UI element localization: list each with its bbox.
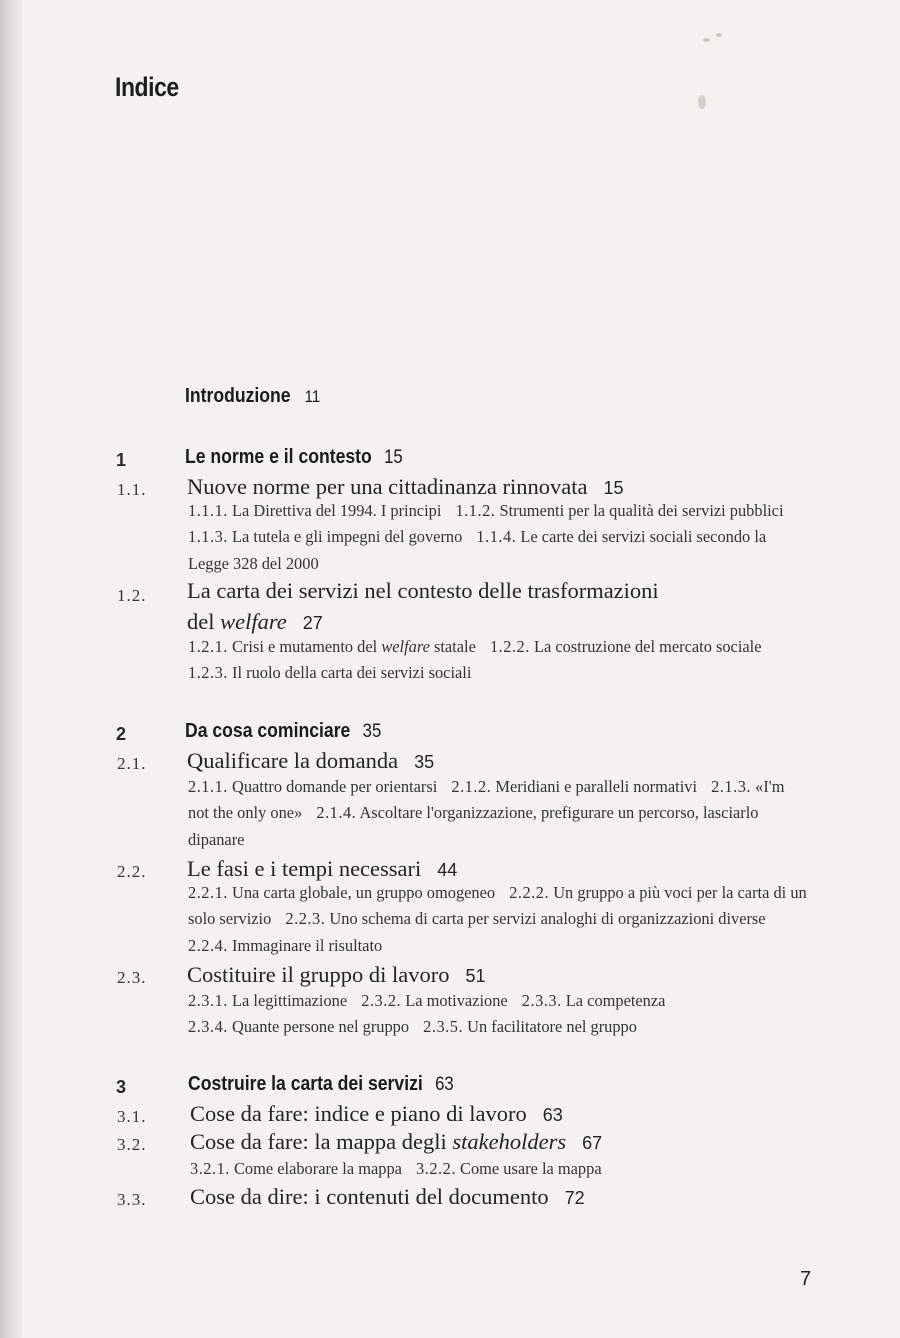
section-page: 67 [582, 1133, 603, 1153]
toc-introduction[interactable] [0, 385, 900, 415]
paper-smudge [698, 95, 706, 109]
section-title: Cose da fare: la mappa degli [190, 1129, 453, 1154]
toc-subsections: 1.2.1. Crisi e mutamento del welfare statale 1.2.2. La costruzione del mercato sociale 1.2.3. Il ruolo della carta dei servizi sociali [188, 637, 762, 683]
chapter-page: 35 [362, 721, 382, 742]
section-page: 44 [437, 860, 458, 880]
toc-section[interactable] [117, 1184, 817, 1214]
toc-subsections: 1.1.1. La Direttiva del 1994. I principi 1.1.2. Strumenti per la qualità dei servizi pubblici 1.1.3. La tutela e gli impegni del governo 1.1.4. Le carte dei servizi sociali secondo la Legge 328 del 2000 [188, 501, 784, 573]
chapter-number: 1 [116, 450, 127, 470]
toc-chapter[interactable] [116, 1073, 816, 1101]
subsection-title[interactable]: Quante persone nel gruppo [232, 1017, 410, 1037]
section-number: 2.3. [117, 968, 147, 987]
subsection-title[interactable]: Immaginare il risultato [232, 935, 383, 955]
toc-chapter[interactable] [116, 720, 816, 748]
introduction-page: 11 [304, 387, 321, 406]
section-title: Costituire il gruppo di lavoro [187, 962, 450, 987]
section-title: Le fasi e i tempi necessari [187, 856, 422, 881]
subsection-title[interactable]: Il ruolo della carta dei servizi sociali [232, 663, 472, 683]
page-number: 7 [800, 1268, 812, 1290]
section-number: 2.2. [117, 862, 147, 881]
toc-section[interactable] [117, 1101, 817, 1131]
subsection-title[interactable]: Come elaborare la mappa [234, 1159, 402, 1178]
subsection-title[interactable]: La legittimazione [232, 991, 348, 1010]
section-page: 72 [564, 1188, 585, 1208]
chapter-title: Costruire la carta dei servizi [188, 1073, 423, 1095]
paper-smudge [716, 33, 722, 37]
section-number: 3.1. [117, 1107, 147, 1126]
section-title: Cose da dire: i contenuti del documento [190, 1184, 549, 1209]
chapter-number: 2 [116, 724, 127, 744]
toc-section[interactable]: 1.2. La carta dei servizi nel contesto delle trasformazioni del welfare 27 [117, 578, 659, 634]
toc-section[interactable] [117, 1129, 817, 1159]
section-number: 3.3. [117, 1190, 147, 1209]
subsection-title[interactable]: «I'm not the only one» [188, 777, 785, 823]
subsection-title[interactable]: Meridiani e paralleli normativi [495, 777, 698, 796]
subsection-title[interactable]: Un gruppo a più voci per la carta di un solo servizio [188, 883, 807, 929]
subsection-title[interactable]: Un facilitatore nel gruppo [467, 1017, 637, 1037]
subsection-title[interactable]: Uno schema di carta per servizi analoghi di organizzazioni diverse [329, 909, 766, 929]
section-title-italic: stakeholders [452, 1129, 567, 1154]
chapter-page: 15 [384, 447, 403, 468]
subsection-title[interactable]: Crisi e mutamento del welfare statale [232, 637, 476, 656]
subsection-title[interactable]: La motivazione [405, 991, 508, 1010]
subsection-title[interactable]: Quattro domande per orientarsi [232, 777, 438, 796]
section-title: Cose da fare: indice e piano di lavoro [190, 1101, 527, 1126]
subsection-title[interactable]: Ascoltare l'organizzazione, prefigurare un percorso, lasciarlo dipanare [188, 803, 759, 849]
chapter-title: Da cosa cominciare [185, 720, 351, 742]
section-title: La carta dei servizi nel contesto delle trasformazioni [187, 578, 659, 603]
section-page: 63 [542, 1105, 563, 1125]
section-number: 2.1. [117, 754, 147, 773]
chapter-page: 63 [435, 1074, 454, 1095]
subsection-title[interactable]: La costruzione del mercato sociale [533, 637, 762, 656]
section-title: Qualificare la domanda [187, 748, 399, 773]
section-number: 1.1. [117, 480, 147, 499]
subsection-title[interactable]: Una carta globale, un gruppo omogeneo [232, 883, 496, 902]
section-page: 15 [603, 478, 624, 498]
section-title: Nuove norme per una cittadinanza rinnovata [187, 474, 588, 499]
section-page: 27 [302, 613, 323, 633]
subsection-title[interactable]: Strumenti per la qualità dei servizi pubblici [499, 501, 784, 520]
section-number: 3.2. [117, 1135, 147, 1154]
chapter-title: Le norme e il contesto [185, 446, 372, 468]
toc-chapter[interactable] [116, 446, 816, 474]
section-page: 51 [465, 966, 486, 986]
toc-subsections: 2.3.1. La legittimazione 2.3.2. La motivazione 2.3.3. La competenza 2.3.4. Quante persone nel gruppo 2.3.5. Un facilitatore nel gruppo [188, 991, 666, 1037]
introduction-title: Introduzione [185, 385, 291, 407]
section-number: 1.2. [117, 586, 147, 605]
section-page: 35 [414, 752, 435, 772]
subsection-title[interactable]: La tutela e gli impegni del governo [232, 527, 463, 547]
toc-subsections: 3.2.1. Come elaborare la mappa 3.2.2. Come usare la mappa [190, 1159, 602, 1178]
subsection-title[interactable]: La Direttiva del 1994. I principi [232, 501, 442, 520]
page-title: Indice [115, 72, 179, 102]
subsection-title[interactable]: Come usare la mappa [460, 1159, 602, 1178]
book-spine-shadow [0, 0, 22, 1338]
toc-subsections: 2.1.1. Quattro domande per orientarsi 2.1.2. Meridiani e paralleli normativi 2.1.3. «I'm not the only one» 2.1.4. Ascoltare l'organizzazione, prefigurare un percorso, lasciarlo dipanare [188, 777, 785, 849]
toc-subsections: 2.2.1. Una carta globale, un gruppo omogeneo 2.2.2. Un gruppo a più voci per la carta di un solo servizio 2.2.3. Uno schema di carta per servizi analoghi di organizzazioni diverse 2.2.4. Immaginare il risultato [188, 883, 807, 955]
section-title-italic: welfare [220, 609, 287, 634]
subsection-title[interactable]: La competenza [565, 991, 666, 1010]
chapter-number: 3 [116, 1077, 127, 1097]
subsection-title[interactable]: Le carte dei servizi sociali secondo la Legge 328 del 2000 [188, 527, 767, 573]
paper-smudge [703, 38, 710, 42]
